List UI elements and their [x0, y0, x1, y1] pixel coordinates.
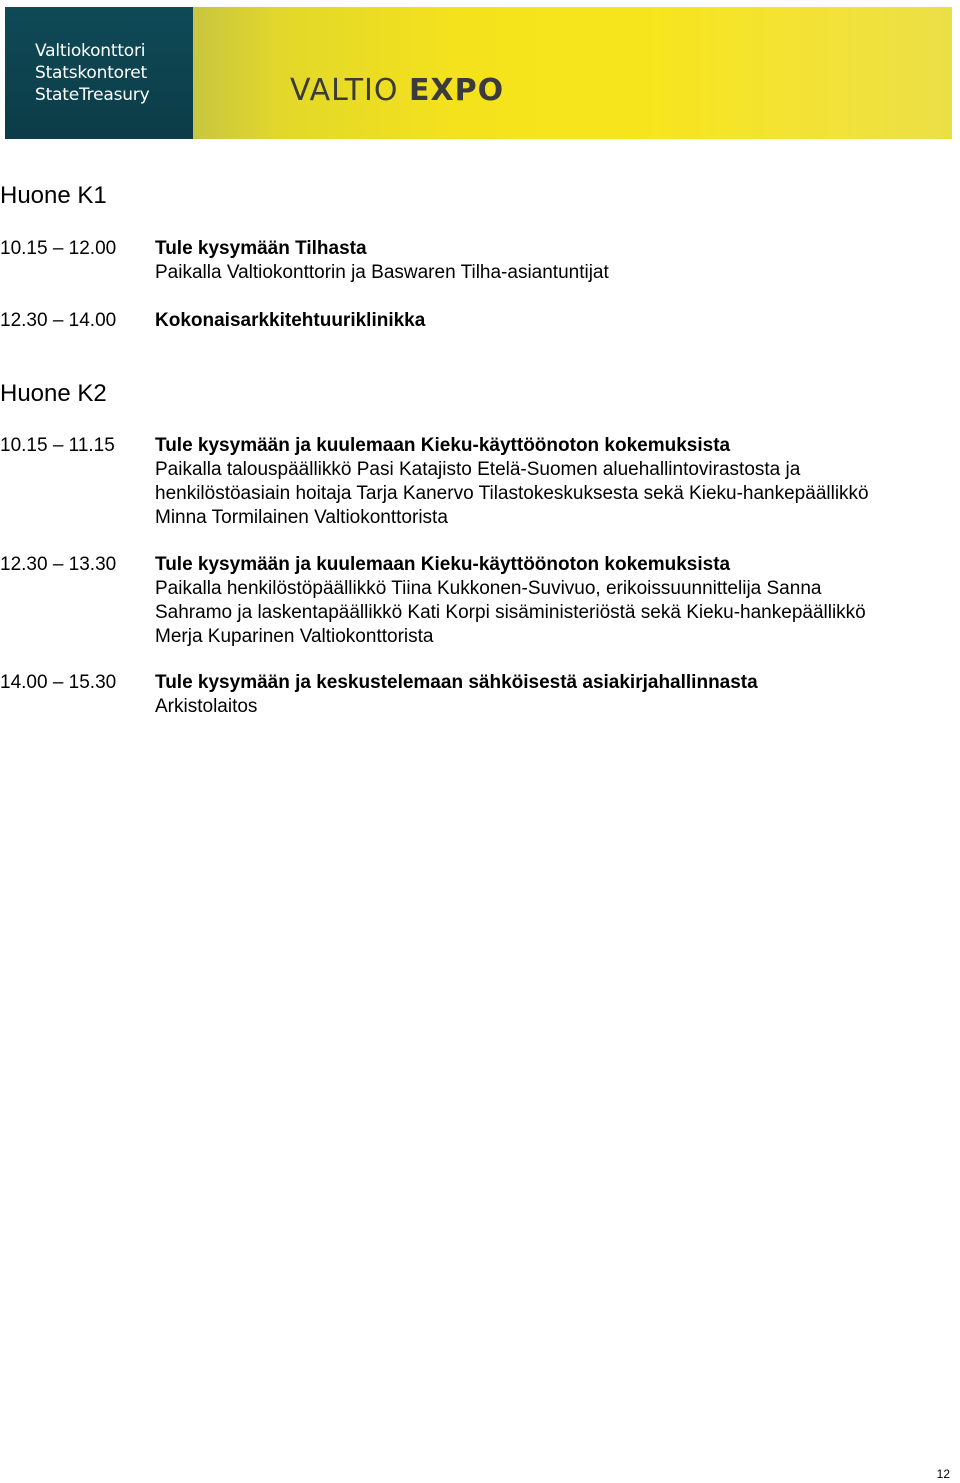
slot-time: 12.30 – 14.00	[0, 310, 117, 331]
slot-body	[155, 434, 895, 530]
slot-body	[155, 671, 895, 719]
slot-title: Kokonaisarkkitehtuuriklinikka	[155, 310, 426, 331]
slot-time: 10.15 – 11.15	[0, 435, 115, 456]
page-number: 12	[936, 1467, 950, 1481]
slot-time: 14.00 – 15.30	[0, 672, 117, 693]
slot-time: 10.15 – 12.00	[0, 238, 117, 259]
slot-body	[155, 237, 895, 285]
logo-line-sv: Statskontoret	[35, 63, 148, 83]
logo-line-en: StateTreasury	[35, 85, 150, 105]
slot-body	[155, 309, 895, 333]
slot-title: Tule kysymään Tilhasta	[155, 238, 367, 259]
slot-title: Tule kysymään ja kuulemaan Kieku-käyttöönoton kokemuksista	[155, 435, 731, 456]
slot-title: Tule kysymään ja keskustelemaan sähköisestä asiakirjahallinnasta	[155, 672, 758, 693]
event-name-light: VALTIO	[290, 73, 399, 108]
slot-details: Arkistolaitos	[155, 696, 258, 717]
slot-time: 12.30 – 13.30	[0, 554, 117, 575]
event-name-bold: EXPO	[409, 73, 505, 108]
event-banner	[193, 7, 952, 139]
slot-details: Paikalla Valtiokonttorin ja Baswaren Tilha-asiantuntijat	[155, 262, 609, 283]
room-heading: Huone K2	[0, 380, 107, 407]
logo-line-fi: Valtiokonttori	[35, 41, 146, 61]
header-banner	[5, 7, 952, 139]
slot-title: Tule kysymään ja kuulemaan Kieku-käyttöönoton kokemuksista	[155, 554, 731, 575]
room-heading: Huone K1	[0, 182, 107, 209]
slot-details: Paikalla henkilöstöpäällikkö Tiina Kukkonen-Suvivuo, erikoissuunnittelija Sanna Sahramo ja laskentapäällikkö Kati Korpi sisäministeriöstä sekä Kieku-hankepäällikkö Merja Kuparinen Valtiokonttorista	[155, 578, 866, 647]
valtiokonttori-logo	[5, 7, 193, 139]
valtio-expo-logo	[290, 75, 504, 107]
slot-details: Paikalla talouspäällikkö Pasi Katajisto Etelä-Suomen aluehallintovirastosta ja henkilöstöasiain hoitaja Tarja Kanervo Tilastokeskuksesta sekä Kieku-hankepäällikkö Minna Tormilainen Valtiokonttorista	[155, 459, 869, 528]
slot-body	[155, 553, 895, 649]
